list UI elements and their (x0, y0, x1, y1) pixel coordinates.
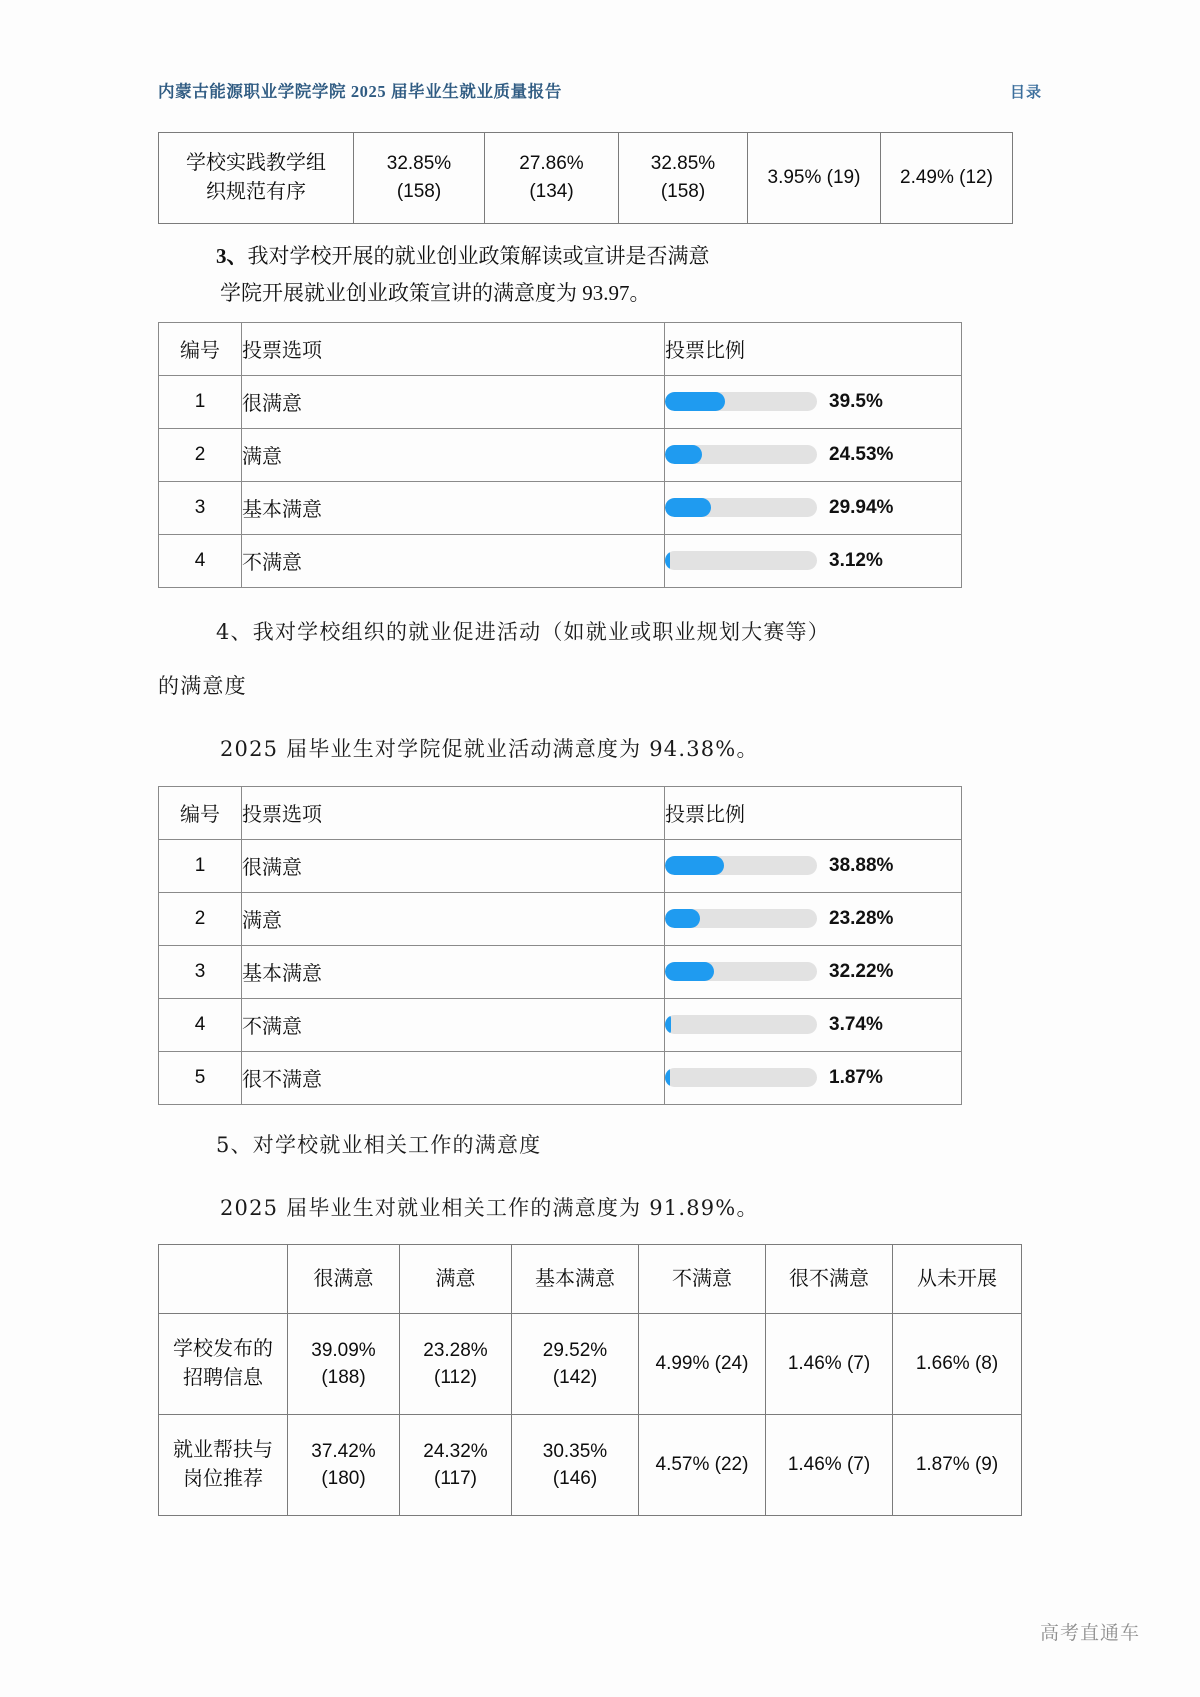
table-cell (639, 1314, 766, 1415)
progress-track (665, 962, 817, 981)
progress-bar (665, 855, 961, 877)
site-watermark: 高考直通车 (1039, 1623, 1140, 1644)
progress-label: 3.74% (829, 1013, 883, 1035)
progress-bar (665, 444, 961, 466)
column-header-ratio: 投票比例 (665, 322, 962, 375)
cell-count: (180) (321, 1468, 366, 1490)
row-ratio (665, 998, 962, 1051)
cell-pct: 1.46% (7) (787, 1454, 871, 1476)
row-index: 2 (159, 892, 242, 945)
table-row (159, 839, 962, 892)
progress-fill (665, 1068, 670, 1087)
cell-pct: 4.99% (24) (655, 1353, 749, 1375)
column-header-never-offered: 从未开展 (893, 1245, 1022, 1314)
row-index: 4 (159, 534, 242, 587)
progress-fill (665, 445, 702, 464)
table-header-row (159, 322, 962, 375)
column-header-very-unsatisfied: 很不满意 (766, 1245, 893, 1314)
row-option: 满意 (242, 428, 665, 481)
row-ratio (665, 534, 962, 587)
row-ratio (665, 1051, 962, 1104)
section5-matrix-table (158, 1244, 1022, 1516)
section3-vote-table (158, 322, 962, 588)
progress-fill (665, 962, 714, 981)
table-cell (893, 1415, 1022, 1516)
row-label-cell (159, 1314, 288, 1415)
progress-label: 23.28% (829, 907, 894, 929)
row-label-line1: 就业帮扶与 (173, 1439, 273, 1462)
row-index: 3 (159, 945, 242, 998)
cell-pct: 30.35% (542, 1440, 608, 1462)
table-cell (354, 133, 485, 224)
progress-fill (665, 856, 724, 875)
table-cell (748, 133, 881, 224)
table-row (159, 1415, 1022, 1516)
column-header-option: 投票选项 (242, 322, 665, 375)
row-option: 满意 (242, 892, 665, 945)
progress-label: 38.88% (829, 854, 894, 876)
cell-pct: 29.52% (542, 1339, 608, 1361)
section4-heading-line1: 4、我对学校组织的就业促进活动（如就业或职业规划大赛等） (216, 619, 830, 644)
progress-fill (665, 909, 700, 928)
table-cell (400, 1415, 512, 1516)
row-option: 基本满意 (242, 945, 665, 998)
column-header-very-satisfied: 很满意 (288, 1245, 400, 1314)
section4-summary: 2025 届毕业生对学院促就业活动满意度为 94.38%。 (220, 737, 759, 761)
row-label-line2: 织规范有序 (206, 181, 306, 203)
row-index: 1 (159, 839, 242, 892)
cell-pct: 1.87% (9) (915, 1454, 999, 1476)
column-header-ratio: 投票比例 (665, 786, 962, 839)
section4-vote-table (158, 786, 962, 1105)
row-ratio (665, 375, 962, 428)
row-label-line1: 学校发布的 (173, 1338, 273, 1361)
row-option: 很满意 (242, 375, 665, 428)
row-label-line2: 岗位推荐 (183, 1468, 263, 1491)
cell-count: (188) (321, 1367, 366, 1389)
cell-count: (142) (552, 1367, 598, 1389)
cell-pct: 32.85% (650, 153, 716, 175)
progress-fill (665, 392, 725, 411)
row-option: 很满意 (242, 839, 665, 892)
column-header-basically-satisfied: 基本满意 (512, 1245, 639, 1314)
progress-label: 1.87% (829, 1066, 883, 1088)
row-label-cell (159, 1415, 288, 1516)
row-option: 不满意 (242, 998, 665, 1051)
section5-summary: 2025 届毕业生对就业相关工作的满意度为 91.89%。 (220, 1195, 759, 1220)
progress-track (665, 498, 817, 517)
cell-count: (158) (660, 181, 706, 202)
table-cell (639, 1415, 766, 1516)
table-header-row (159, 1245, 1022, 1314)
section4-heading-line2: 的满意度 (158, 674, 247, 699)
continued-practice-table (158, 132, 1013, 224)
table-cell (512, 1415, 639, 1516)
row-ratio (665, 839, 962, 892)
progress-fill (665, 551, 670, 570)
column-header-option: 投票选项 (242, 786, 665, 839)
table-cell (288, 1314, 400, 1415)
column-header-satisfied: 满意 (400, 1245, 512, 1314)
column-header-blank (159, 1245, 288, 1314)
column-header-no: 编号 (159, 322, 242, 375)
progress-label: 24.53% (829, 443, 894, 465)
cell-count: (146) (552, 1468, 598, 1490)
table-cell (619, 133, 748, 224)
column-header-unsatisfied: 不满意 (639, 1245, 766, 1314)
cell-pct: 1.66% (8) (915, 1353, 999, 1375)
progress-track (665, 551, 817, 570)
row-label-cell (159, 133, 354, 224)
table-cell (881, 133, 1013, 224)
cell-pct: 27.86% (519, 153, 584, 175)
table-row (159, 1314, 1022, 1415)
page-header (158, 78, 1042, 106)
section3-summary: 学院开展就业创业政策宣讲的满意度为 93.97。 (220, 280, 651, 305)
section5-heading: 5、对学校就业相关工作的满意度 (216, 1132, 542, 1157)
progress-track (665, 856, 817, 875)
progress-fill (665, 1015, 671, 1034)
table-row (159, 133, 1013, 224)
table-row (159, 998, 962, 1051)
cell-pct: 3.95% (19) (767, 167, 861, 189)
document-content (158, 132, 999, 1516)
row-label-line2: 招聘信息 (183, 1367, 263, 1390)
row-ratio (665, 481, 962, 534)
table-row (159, 481, 962, 534)
progress-bar (665, 961, 961, 983)
column-header-no: 编号 (159, 786, 242, 839)
cell-pct: 2.49% (12) (900, 167, 993, 189)
toc-link[interactable]: 目录 (1009, 85, 1042, 101)
report-title: 内蒙古能源职业学院学院 2025 届毕业生就业质量报告 (158, 82, 562, 101)
progress-bar (665, 1067, 961, 1089)
cell-count: (134) (529, 181, 574, 202)
progress-track (665, 1068, 817, 1087)
table-row (159, 945, 962, 998)
table-row (159, 534, 962, 587)
row-index: 3 (159, 481, 242, 534)
cell-pct: 24.32% (423, 1440, 488, 1462)
cell-count: (112) (434, 1367, 477, 1389)
table-row (159, 1051, 962, 1104)
table-header-row (159, 786, 962, 839)
cell-pct: 23.28% (423, 1339, 488, 1361)
row-index: 5 (159, 1051, 242, 1104)
section3-number: 3、 (216, 244, 248, 268)
table-cell (893, 1314, 1022, 1415)
section3-heading (158, 238, 958, 275)
progress-label: 39.5% (829, 390, 883, 412)
table-row (159, 375, 962, 428)
row-option: 基本满意 (242, 481, 665, 534)
row-option: 很不满意 (242, 1051, 665, 1104)
table-cell (400, 1314, 512, 1415)
row-label-line1: 学校实践教学组 (186, 152, 326, 174)
cell-pct: 32.85% (386, 153, 452, 175)
progress-label: 32.22% (829, 960, 894, 982)
table-cell (512, 1314, 639, 1415)
row-option: 不满意 (242, 534, 665, 587)
progress-bar (665, 550, 961, 572)
row-ratio (665, 428, 962, 481)
progress-track (665, 1015, 817, 1034)
progress-bar (665, 908, 961, 930)
cell-pct: 39.09% (311, 1339, 376, 1361)
table-cell (766, 1314, 893, 1415)
progress-bar (665, 1014, 961, 1036)
cell-pct: 1.46% (7) (787, 1353, 871, 1375)
progress-track (665, 909, 817, 928)
progress-track (665, 392, 817, 411)
row-ratio (665, 945, 962, 998)
progress-bar (665, 497, 961, 519)
row-index: 4 (159, 998, 242, 1051)
progress-fill (665, 498, 711, 517)
progress-label: 3.12% (829, 549, 883, 571)
cell-count: (158) (396, 181, 442, 202)
row-ratio (665, 892, 962, 945)
row-index: 1 (159, 375, 242, 428)
cell-pct: 37.42% (311, 1440, 376, 1462)
table-row (159, 428, 962, 481)
progress-label: 29.94% (829, 496, 894, 518)
cell-count: (117) (434, 1468, 477, 1490)
table-cell (766, 1415, 893, 1516)
row-index: 2 (159, 428, 242, 481)
table-cell (288, 1415, 400, 1516)
progress-bar (665, 391, 961, 413)
cell-pct: 4.57% (22) (655, 1454, 749, 1476)
table-cell (485, 133, 619, 224)
section3-heading-text: 我对学校开展的就业创业政策解读或宣讲是否满意 (247, 244, 710, 268)
progress-track (665, 445, 817, 464)
table-row (159, 892, 962, 945)
